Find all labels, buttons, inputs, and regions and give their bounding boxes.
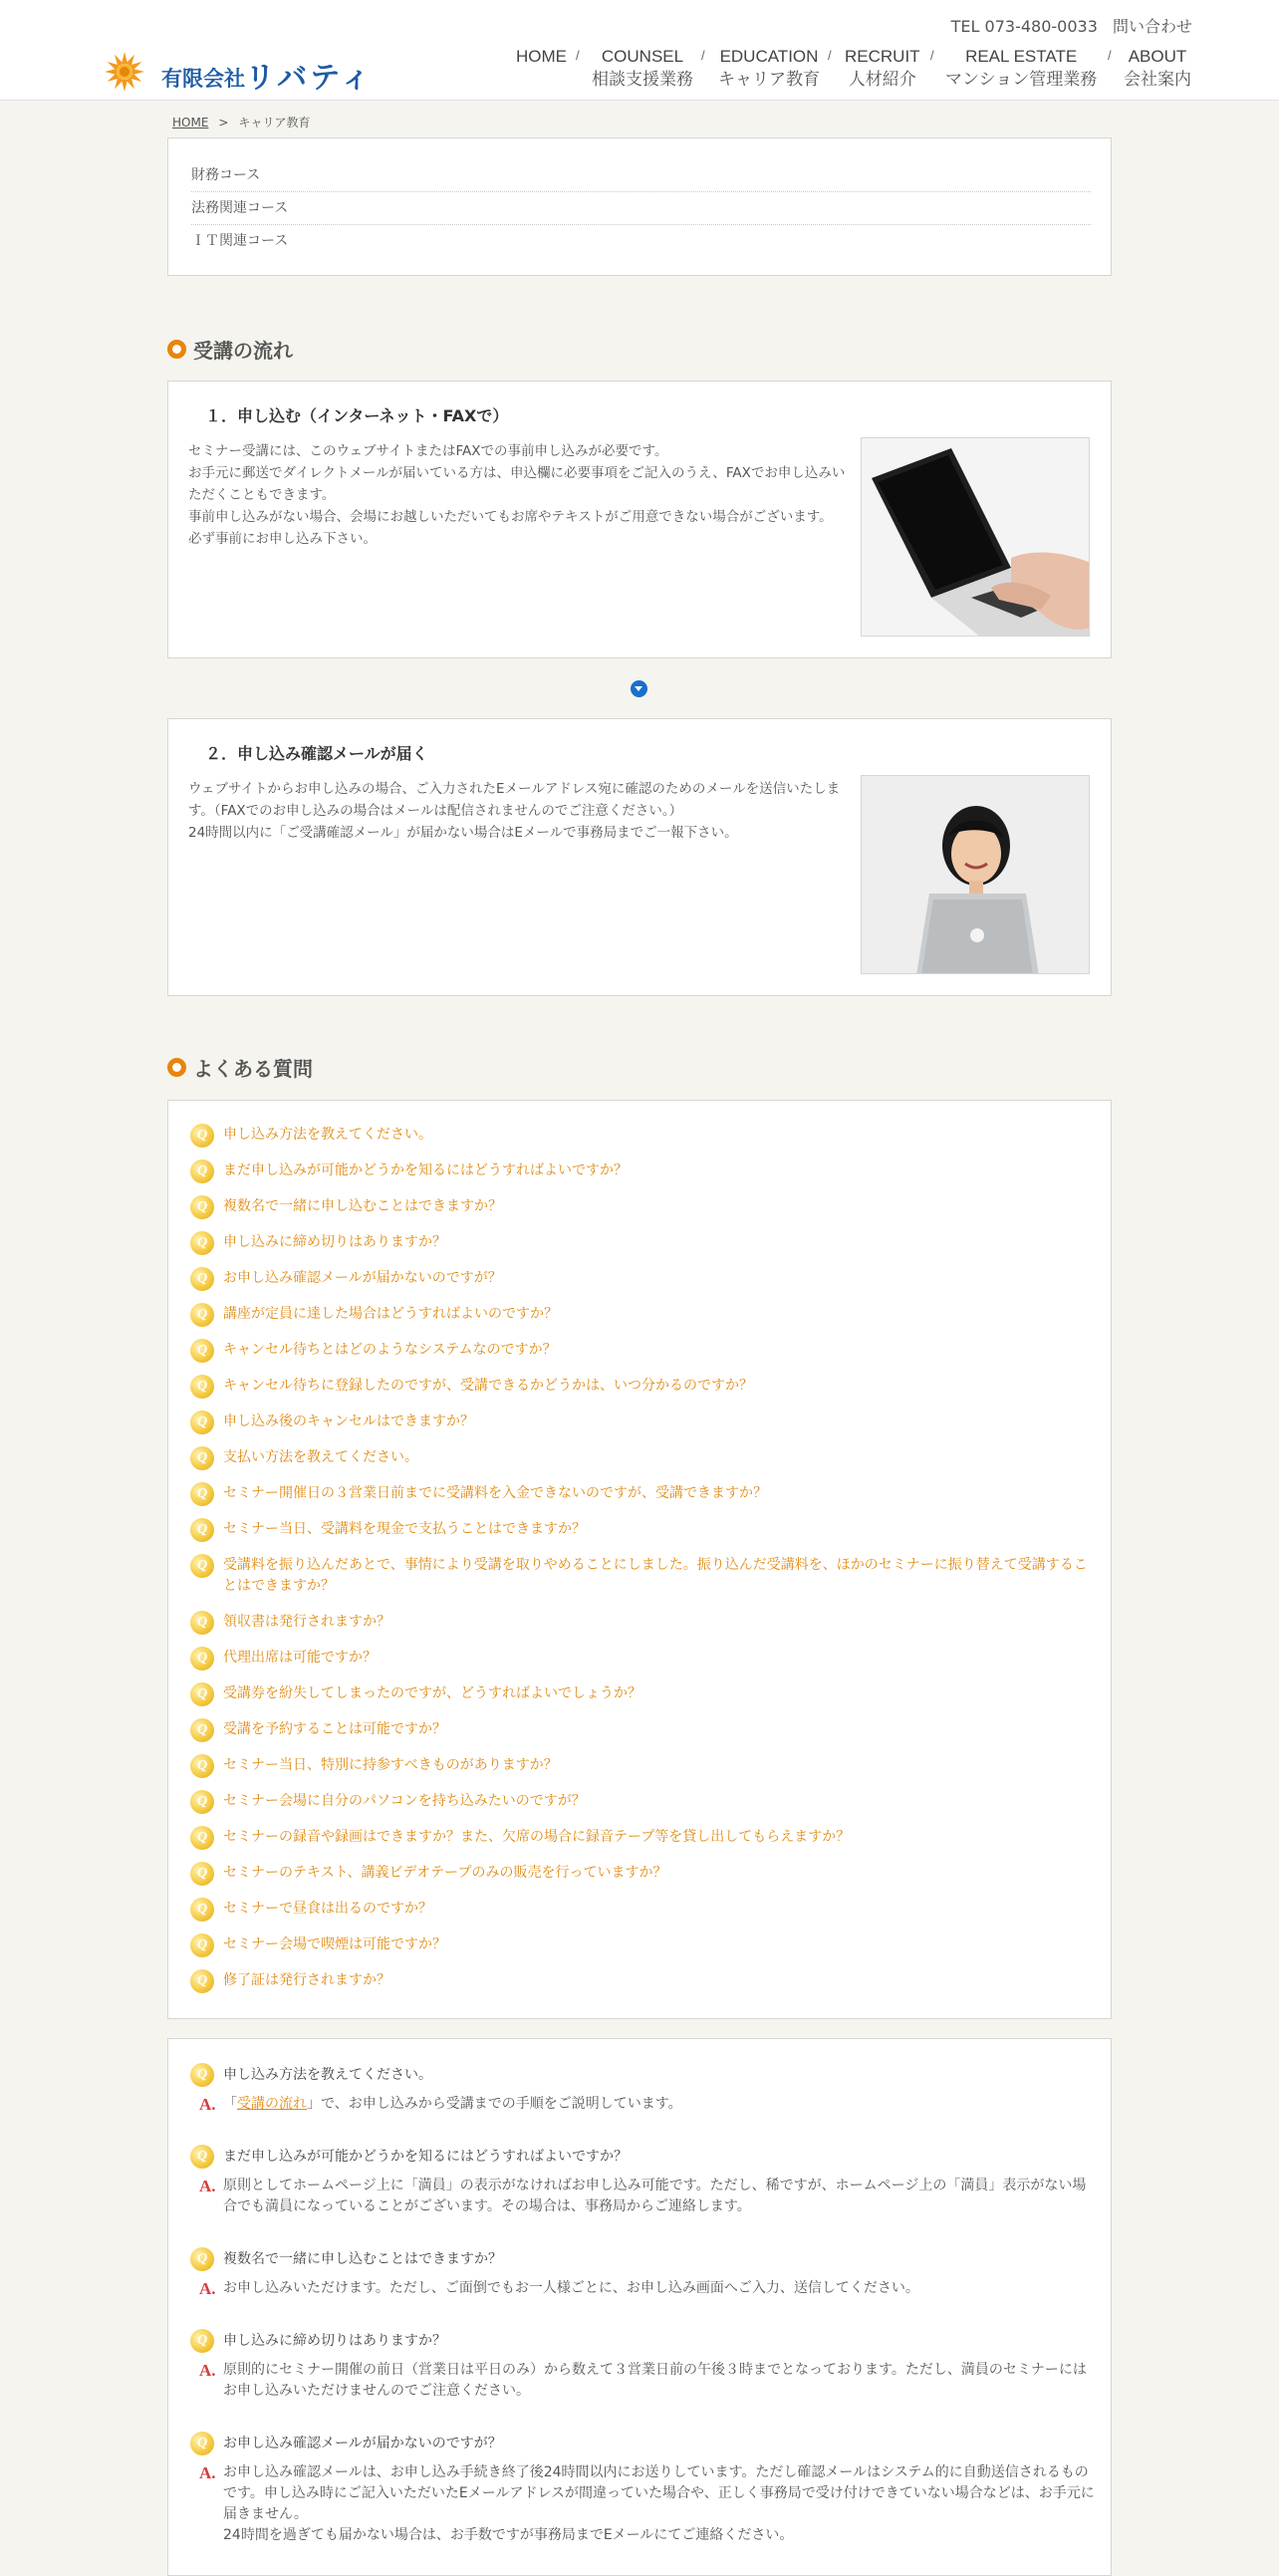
question-icon: Q — [190, 1554, 214, 1578]
answer-text: 原則的にセミナー開催の前日（営業日は平日のみ）から数えて３営業日前の午後３時までとなっております。ただし、満員のセミナーにはお申し込みいただけませんのでご注意ください。 — [223, 2362, 1087, 2399]
faq-question-link[interactable] — [168, 1232, 1095, 1253]
faq-question-link[interactable] — [168, 1160, 1095, 1181]
answer-question-text: 申し込みに締め切りはありますか？ — [223, 2333, 446, 2349]
nav-separator: / — [701, 48, 705, 63]
faq-question-link[interactable] — [168, 1447, 1095, 1468]
laptop-typing-photo — [861, 437, 1090, 637]
faq-question-text: 申し込み後のキャンセルはできますか？ — [223, 1414, 474, 1429]
step-2-text — [188, 778, 846, 844]
question-icon: Q — [190, 2432, 214, 2455]
question-icon: Q — [190, 1446, 214, 1470]
faq-question-text: 講座が定員に達した場合はどうすればよいのですか？ — [223, 1306, 558, 1322]
faq-question-link[interactable] — [168, 1612, 1095, 1633]
logo-company-type: 有限会社 — [161, 67, 245, 91]
nav-counsel-en: COUNSEL — [601, 47, 684, 66]
faq-question-link[interactable] — [168, 1791, 1095, 1812]
faq-answer-question — [168, 2330, 1111, 2352]
nav-separator: / — [576, 48, 580, 63]
faq-question-link[interactable] — [168, 1934, 1095, 1955]
faq-question-link[interactable] — [168, 1827, 1095, 1848]
faq-question-link[interactable] — [168, 1970, 1095, 1991]
faq-answer-question — [168, 2433, 1111, 2454]
down-arrow-icon — [631, 680, 647, 697]
step-2-paragraph: ウェブサイトからお申し込みの場合、ご入力されたEメールアドレス宛に確認のためのメールを送信いたします。（FAXでのお申し込みの場合はメールは配信されませんのでご注意ください。） — [188, 781, 841, 819]
nav-separator: / — [1108, 48, 1112, 63]
nav-real-estate-en: REAL ESTATE — [965, 47, 1078, 66]
question-icon: Q — [190, 1826, 214, 1850]
nav-counsel-ja: 相談支援業務 — [592, 70, 693, 90]
nav-real-estate[interactable] — [945, 46, 1097, 92]
flow-title-text: 受講の流れ — [193, 339, 293, 363]
question-icon: Q — [190, 2247, 214, 2271]
woman-laptop-photo — [861, 775, 1090, 974]
answer-text: 原則としてホームページ上に「満員」の表示がなければお申し込み可能です。ただし、稀ですが、ホームページ上の「満員」表示がない場合でも満員になっていることがございます。その場合は、事務局からご連絡します。 — [223, 2178, 1087, 2214]
faq-answer — [168, 2278, 1095, 2299]
answer-icon: A. — [199, 2463, 216, 2482]
question-icon: Q — [190, 1790, 214, 1814]
faq-question-text: 受講料を振り込んだあとで、事情により受講を取りやめることにしました。振り込んだ受講料を、ほかのセミナーに振り替えて受講することはできますか？ — [223, 1557, 1088, 1594]
question-icon: Q — [190, 1647, 214, 1671]
faq-question-link[interactable] — [168, 1125, 1095, 1146]
faq-question-text: 申し込みに締め切りはありますか？ — [223, 1234, 446, 1250]
flow-section-title — [167, 335, 293, 364]
faq-question-link[interactable] — [168, 1412, 1095, 1432]
question-icon: Q — [190, 2329, 214, 2353]
faq-question-list — [167, 1100, 1112, 2019]
faq-question-text: キャンセル待ちに登録したのですが、受講できるかどうかは、いつ分かるのですか？ — [223, 1378, 753, 1394]
faq-answer-item — [168, 2146, 1111, 2217]
nav-home-en: HOME — [516, 47, 567, 66]
question-icon: Q — [190, 1303, 214, 1327]
step-1-paragraph: セミナー受講には、このウェブサイトまたはFAXでの事前申し込みが必要です。 — [188, 443, 668, 459]
logo-text — [161, 53, 374, 97]
ring-bullet-icon — [167, 340, 186, 359]
faq-question-text: 領収書は発行されますか？ — [223, 1614, 390, 1630]
faq-answer-item — [168, 2064, 1111, 2115]
faq-question-link[interactable] — [168, 1519, 1095, 1540]
faq-section-title — [167, 1053, 313, 1082]
question-icon: Q — [190, 1482, 214, 1506]
ring-bullet-icon — [167, 1058, 186, 1077]
faq-question-link[interactable] — [168, 1755, 1095, 1776]
faq-answer — [168, 2094, 1095, 2115]
question-icon: Q — [190, 1159, 214, 1183]
course-link-legal[interactable]: 法務関連コース — [191, 192, 1091, 225]
answer-icon: A. — [199, 2177, 216, 2195]
breadcrumb — [172, 114, 310, 130]
nav-about-en: ABOUT — [1128, 47, 1187, 66]
nav-about-ja: 会社案内 — [1124, 70, 1191, 90]
answer-text: 24時間を過ぎても届かない場合は、お手数ですが事務局までEメールにてご連絡ください。 — [223, 2527, 794, 2543]
step-2-title: ２．申し込み確認メールが届く — [205, 744, 428, 763]
flow-step-2 — [167, 718, 1112, 996]
question-icon: Q — [190, 2145, 214, 2169]
course-list — [167, 137, 1112, 276]
header-topbar — [941, 14, 1192, 37]
faq-question-text: 代理出席は可能ですか？ — [223, 1650, 377, 1666]
step-1-paragraph: お手元に郵送でダイレクトメールが届いている方は、申込欄に必要事項をご記入のうえ、FAXでお申し込みいただくこともできます。 — [188, 465, 846, 503]
faq-question-text: セミナー会場で喫煙は可能ですか？ — [223, 1936, 446, 1952]
faq-question-link[interactable] — [168, 1719, 1095, 1740]
faq-question-text: セミナーで昼食は出るのですか？ — [223, 1901, 432, 1917]
nav-about[interactable] — [1124, 46, 1191, 92]
faq-question-link[interactable] — [168, 1340, 1095, 1361]
answer-icon: A. — [199, 2279, 216, 2298]
faq-question-link[interactable] — [168, 1555, 1095, 1597]
faq-question-text: 申し込み方法を教えてください。 — [223, 1127, 432, 1143]
answer-text: お申し込みいただけます。ただし、ご面倒でもお一人様ごとに、お申し込み画面へご入力、送信してください。 — [223, 2280, 919, 2296]
site-header — [0, 0, 1279, 101]
faq-question-text: セミナーのテキスト、講義ビデオテープのみの販売を行っていますか？ — [223, 1865, 667, 1881]
faq-answer-question — [168, 2248, 1111, 2270]
nav-home[interactable] — [516, 46, 567, 68]
question-icon: Q — [190, 1969, 214, 1993]
question-icon: Q — [190, 1124, 214, 1148]
question-icon: Q — [190, 1411, 214, 1434]
faq-question-link[interactable] — [168, 1196, 1095, 1217]
step-2-paragraph: 24時間以内に「ご受講確認メール」が届かない場合はEメールで事務局までご一報下さい。 — [188, 825, 738, 841]
breadcrumb-current: キャリア教育 — [238, 116, 311, 129]
question-icon: Q — [190, 1933, 214, 1957]
faq-question-text: まだ申し込みが可能かどうかを知るにはどうすればよいですか？ — [223, 1162, 628, 1178]
faq-answer-question — [168, 2064, 1111, 2086]
faq-question-link[interactable] — [168, 1376, 1095, 1397]
faq-answer-item — [168, 2433, 1111, 2546]
answer-text-open: 「 — [223, 2096, 237, 2112]
step-1-paragraph: 事前申し込みがない場合、会場にお越しいただいてもお席やテキストがご用意できない場合がございます。必ず事前にお申し込み下さい。 — [188, 509, 833, 547]
answer-question-text: 申し込み方法を教えてください。 — [223, 2067, 432, 2083]
course-link-finance[interactable]: 財務コース — [191, 159, 1091, 192]
contact-link[interactable]: 問い合わせ — [1112, 17, 1192, 36]
nav-education-en: EDUCATION — [719, 47, 819, 66]
faq-answer — [168, 2360, 1095, 2402]
faq-question-text: セミナーの録音や録画はできますか？また、欠席の場合に録音テープ等を貸し出してもらえますか？ — [223, 1829, 851, 1845]
question-icon: Q — [190, 1339, 214, 1363]
faq-answer-question — [168, 2146, 1111, 2168]
question-icon: Q — [190, 1718, 214, 1742]
answer-text: お申し込み確認メールは、お申し込み手続き終了後24時間以内にお送りしています。ただし確認メールはシステム的に自動送信されるものです。申し込み時にご記入いただいたEメールアドレスが間違っていた場合や、正しく事務局で受け付けできていない場合などは、お手元に届きません。 — [223, 2464, 1095, 2522]
faq-question-text: セミナー会場に自分のパソコンを持ち込みたいのですが？ — [223, 1793, 586, 1809]
nav-education-ja: キャリア教育 — [718, 70, 820, 90]
breadcrumb-home[interactable]: HOME — [172, 116, 209, 129]
answer-icon: A. — [199, 2361, 216, 2380]
faq-question-link[interactable] — [168, 1683, 1095, 1704]
logo-company-name: リバティ — [245, 61, 374, 96]
nav-recruit[interactable] — [845, 46, 920, 92]
nav-separator: / — [828, 48, 832, 63]
question-icon: Q — [190, 1754, 214, 1778]
tel-number[interactable]: TEL 073-480-0033 — [950, 17, 1098, 36]
faq-question-link[interactable] — [168, 1899, 1095, 1920]
faq-answer-item — [168, 2330, 1111, 2402]
nav-separator: / — [930, 48, 934, 63]
flow-step-1 — [167, 381, 1112, 658]
faq-question-link[interactable] — [168, 1304, 1095, 1325]
breadcrumb-separator: > — [218, 116, 229, 129]
course-link-it[interactable]: ＩＴ関連コース — [191, 233, 289, 249]
nav-real-estate-ja: マンション管理業務 — [945, 70, 1098, 90]
faq-answer — [168, 2176, 1095, 2217]
faq-question-text: セミナー当日、特別に持参すべきものがありますか？ — [223, 1757, 558, 1773]
question-icon: Q — [190, 1231, 214, 1255]
faq-answer-item — [168, 2248, 1111, 2299]
step-1-title: １．申し込む（インターネット・FAXで） — [205, 406, 509, 425]
faq-question-text: セミナー開催日の３営業日前までに受講料を入金できないのですが、受講できますか？ — [223, 1485, 767, 1501]
faq-question-text: 支払い方法を教えてください。 — [223, 1449, 418, 1465]
question-icon: Q — [190, 1682, 214, 1706]
faq-question-text: 複数名で一緒に申し込むことはできますか？ — [223, 1198, 502, 1214]
flow-section-link[interactable]: 受講の流れ — [237, 2096, 307, 2112]
answer-question-text: 複数名で一緒に申し込むことはできますか？ — [223, 2251, 502, 2267]
nav-recruit-ja: 人材紹介 — [848, 70, 916, 90]
faq-question-link[interactable] — [168, 1648, 1095, 1669]
faq-question-text: 受講券を紛失してしまったのですが、どうすればよいでしょうか？ — [223, 1685, 641, 1701]
nav-recruit-en: RECRUIT — [845, 47, 920, 66]
question-icon: Q — [190, 1195, 214, 1219]
step-1-text — [188, 440, 846, 550]
site-logo[interactable] — [92, 47, 374, 97]
faq-answer — [168, 2462, 1095, 2546]
faq-question-text: お申し込み確認メールが届かないのですが？ — [223, 1270, 502, 1286]
question-icon: Q — [190, 1518, 214, 1542]
nav-counsel[interactable] — [592, 46, 693, 92]
faq-question-text: 受講を予約することは可能ですか？ — [223, 1721, 446, 1737]
faq-question-link[interactable] — [168, 1268, 1095, 1289]
faq-question-text: セミナー当日、受講料を現金で支払うことはできますか？ — [223, 1521, 586, 1537]
answer-text: 」で、お申し込みから受講までの手順をご説明しています。 — [307, 2096, 682, 2112]
faq-question-text: キャンセル待ちとはどのようなシステムなのですか？ — [223, 1342, 557, 1358]
faq-answer-list — [167, 2038, 1112, 2576]
question-icon: Q — [190, 1898, 214, 1922]
faq-question-link[interactable] — [168, 1483, 1095, 1504]
nav-education[interactable] — [718, 46, 820, 92]
answer-question-text: まだ申し込みが可能かどうかを知るにはどうすればよいですか？ — [223, 2149, 628, 2165]
question-icon: Q — [190, 2063, 214, 2087]
question-icon: Q — [190, 1267, 214, 1291]
question-icon: Q — [190, 1862, 214, 1886]
question-icon: Q — [190, 1611, 214, 1635]
question-icon: Q — [190, 1375, 214, 1399]
faq-question-text: 修了証は発行されますか？ — [223, 1972, 390, 1988]
main-nav — [504, 46, 1195, 92]
answer-question-text: お申し込み確認メールが届かないのですが？ — [223, 2436, 502, 2451]
sun-logo-icon — [92, 50, 157, 94]
faq-question-link[interactable] — [168, 1863, 1095, 1884]
faq-title-text: よくある質問 — [193, 1057, 313, 1081]
answer-icon: A. — [199, 2095, 216, 2114]
